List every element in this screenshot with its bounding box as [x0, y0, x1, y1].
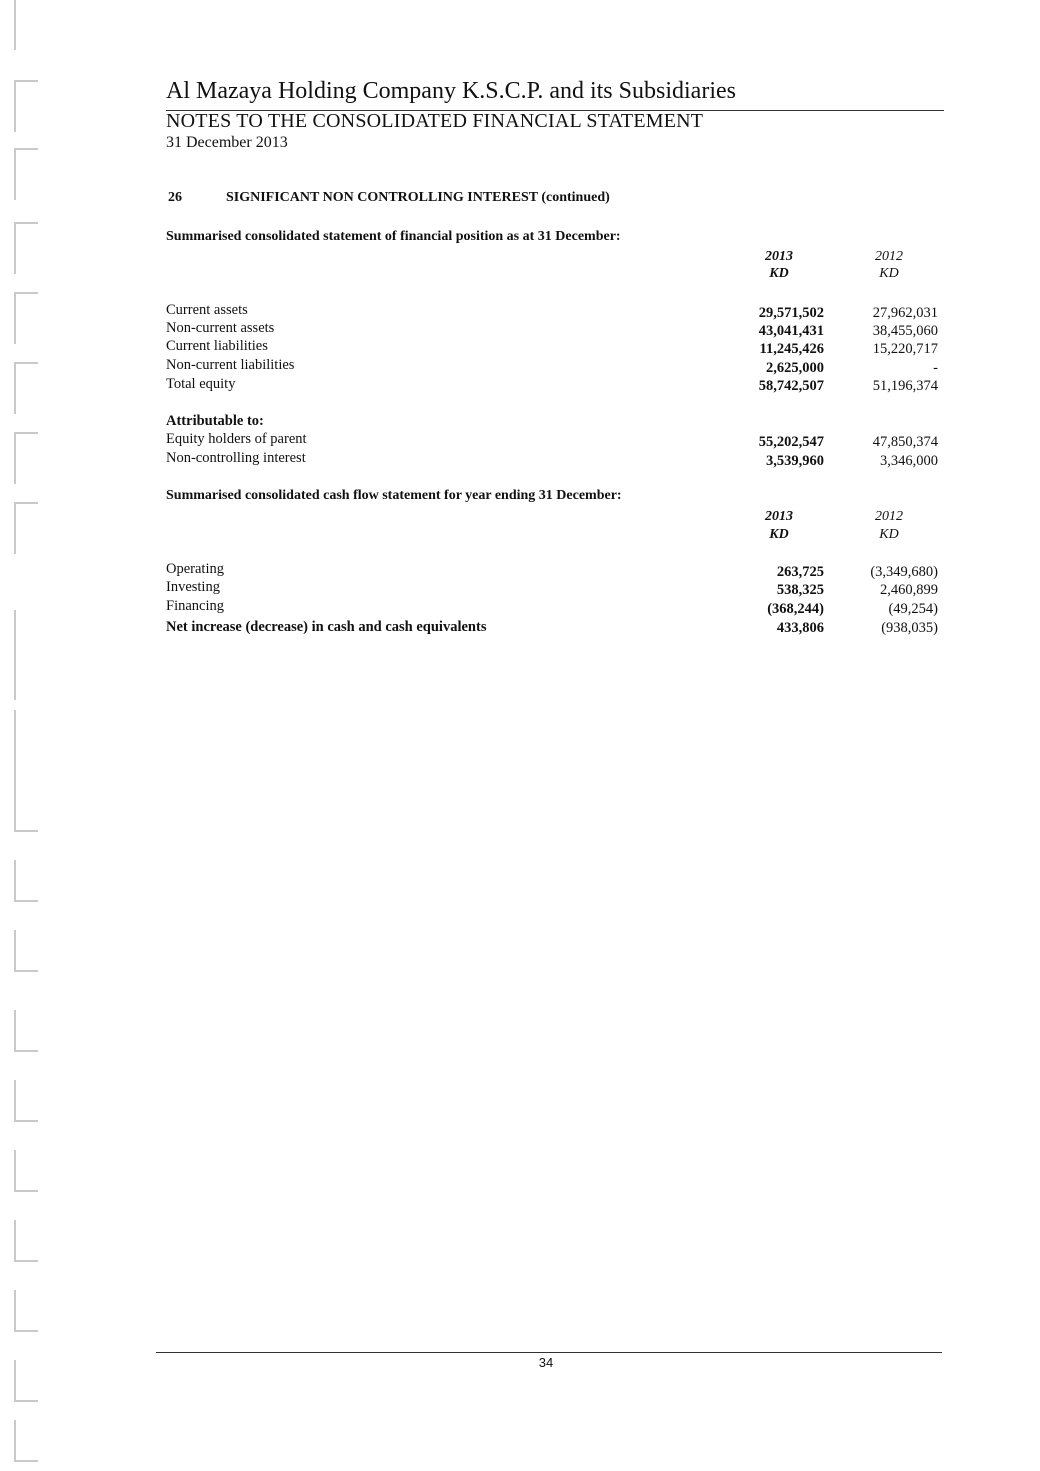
binder-mark [14, 860, 38, 902]
section-number: 26 [168, 190, 182, 205]
fp-row-value-2012: 51,196,374 [872, 378, 938, 394]
fp-row-value-2012: 47,850,374 [872, 434, 938, 450]
fp-row-value-2013: 55,202,547 [758, 434, 824, 450]
cf-row-label: Net increase (decrease) in cash and cash equivalents [166, 619, 487, 635]
cf-row-label: Operating [166, 561, 224, 577]
binder-mark [14, 222, 38, 274]
binder-mark [14, 432, 38, 484]
binder-mark [14, 502, 38, 554]
company-name: Al Mazaya Holding Company K.S.C.P. and its Subsidiaries [166, 78, 736, 104]
fp-row-value-2013: 58,742,507 [758, 378, 824, 394]
section-title: SIGNIFICANT NON CONTROLLING INTEREST (continued) [226, 190, 610, 205]
binder-mark [14, 610, 38, 700]
fp-row-value-2012: 27,962,031 [872, 305, 938, 321]
fp-row-label: Non-current liabilities [166, 357, 295, 373]
binder-mark [14, 80, 38, 132]
statement-date: 31 December 2013 [166, 134, 288, 151]
footer-rule [156, 1352, 942, 1353]
cf-row-value-2012: (3,349,680) [870, 564, 938, 580]
fp-col-2012-unit: KD [879, 266, 899, 281]
cf-row-value-2012: 2,460,899 [880, 582, 938, 598]
cf-row-value-2013: (368,244) [767, 601, 824, 617]
fp-col-2013-year: 2013 [765, 249, 793, 264]
binder-mark [14, 362, 38, 414]
cf-row-value-2013: 433,806 [776, 620, 824, 636]
financial-position-heading: Summarised consolidated statement of financial position as at 31 December: [166, 229, 621, 244]
binder-mark [14, 930, 38, 972]
binder-mark [14, 1360, 38, 1402]
cash-flow-heading: Summarised consolidated cash flow statement for year ending 31 December: [166, 488, 622, 503]
cf-row-value-2012: (938,035) [881, 620, 938, 636]
fp-row-label: Equity holders of parent [166, 431, 307, 447]
cf-row-value-2012: (49,254) [888, 601, 938, 617]
fp-row-value-2013: 11,245,426 [759, 341, 824, 357]
binder-mark [14, 790, 38, 832]
attributable-heading: Attributable to: [166, 413, 264, 429]
binder-mark [14, 1080, 38, 1122]
binder-mark [14, 710, 38, 800]
fp-row-value-2013: 3,539,960 [766, 453, 824, 469]
cf-row-label: Investing [166, 579, 220, 595]
fp-row-label: Current liabilities [166, 338, 268, 354]
fp-row-value-2012: 15,220,717 [872, 341, 938, 357]
cf-row-label: Financing [166, 598, 224, 614]
binder-mark [14, 1220, 38, 1262]
binder-mark [14, 0, 38, 50]
cf-row-value-2013: 263,725 [776, 564, 824, 580]
fp-row-label: Non-controlling interest [166, 450, 306, 466]
fp-col-2013-unit: KD [769, 266, 789, 281]
fp-row-value-2013: 29,571,502 [758, 305, 824, 321]
binder-mark [14, 292, 38, 344]
fp-row-value-2012: 38,455,060 [872, 323, 938, 339]
cf-col-2013-year: 2013 [765, 509, 793, 524]
binder-mark [14, 1420, 38, 1462]
binder-mark [14, 1290, 38, 1332]
binder-mark [14, 1150, 38, 1192]
cf-row-value-2013: 538,325 [776, 582, 824, 598]
notes-title: NOTES TO THE CONSOLIDATED FINANCIAL STATEMENT [166, 110, 704, 132]
fp-row-label: Total equity [166, 376, 236, 392]
fp-row-label: Current assets [166, 302, 248, 318]
fp-row-value-2013: 2,625,000 [766, 360, 824, 376]
cf-col-2012-unit: KD [879, 527, 899, 542]
fp-col-2012-year: 2012 [875, 249, 903, 264]
cf-col-2013-unit: KD [769, 527, 789, 542]
binder-mark [14, 1010, 38, 1052]
fp-row-value-2012: - [933, 360, 938, 376]
fp-row-value-2012: 3,346,000 [880, 453, 938, 469]
binder-mark [14, 148, 38, 200]
cf-col-2012-year: 2012 [875, 509, 903, 524]
fp-row-value-2013: 43,041,431 [758, 323, 824, 339]
page-number: 34 [538, 1355, 554, 1370]
fp-row-label: Non-current assets [166, 320, 275, 336]
